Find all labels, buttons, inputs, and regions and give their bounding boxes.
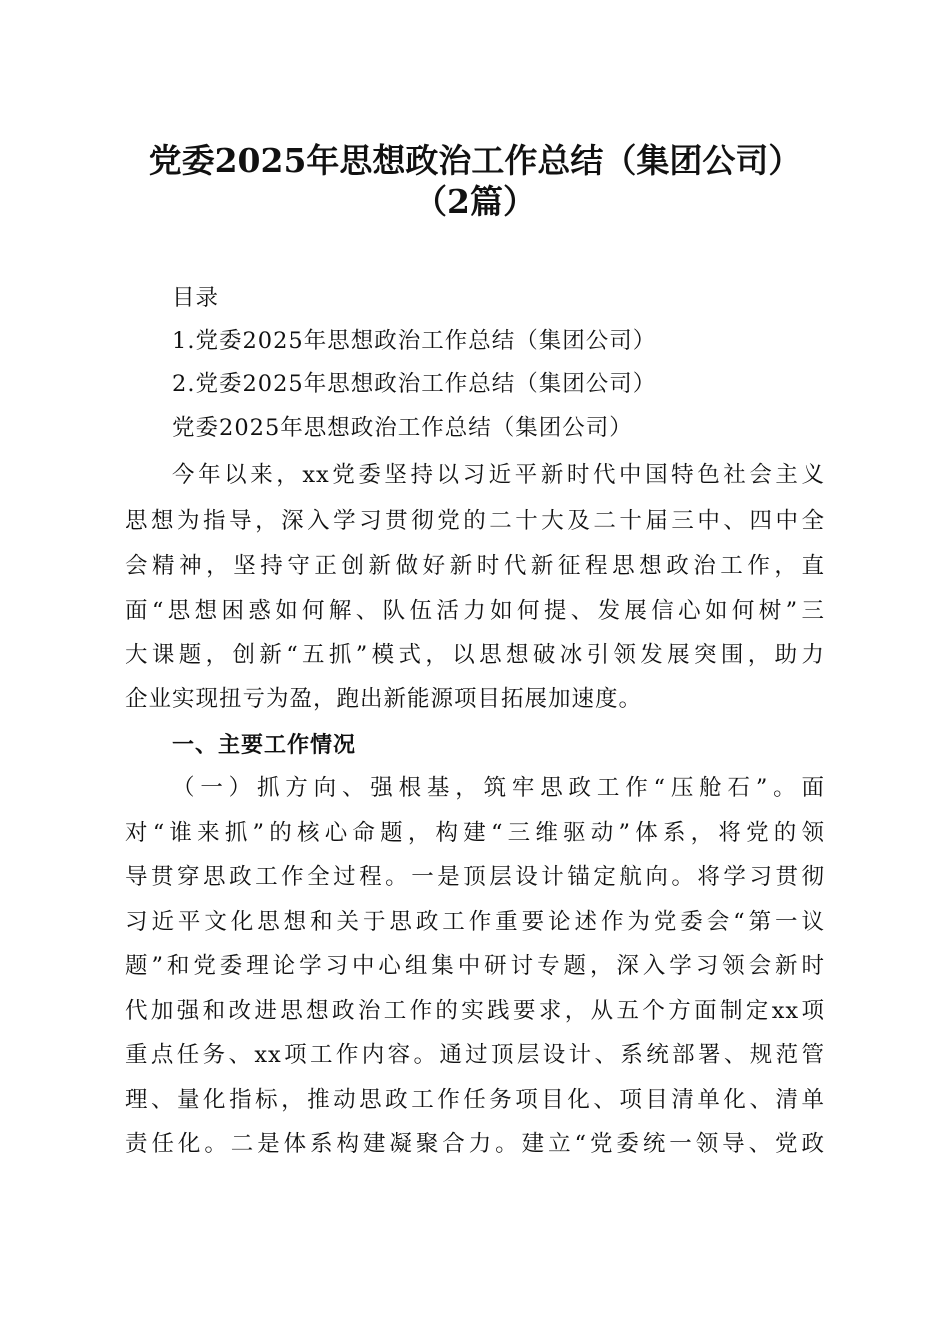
toc-label: 目录 (172, 285, 220, 311)
body-line: 代加强和改进思想政治工作的实践要求，从五个方面制定xx项 (125, 998, 825, 1024)
body-line: 责任化。二是体系构建凝聚合力。建立“党委统一领导、党政 (125, 1131, 825, 1157)
intro-line: 今年以来，xx党委坚持以习近平新时代中国特色社会主义 (172, 462, 825, 488)
toc-item-1: 1.党委2025年思想政治工作总结（集团公司） (172, 328, 657, 354)
body-line: 习近平文化思想和关于思政工作重要论述作为党委会“第一议 (125, 909, 825, 935)
body-line: 对“谁来抓”的核心命题，构建“三维驱动”体系，将党的领 (125, 820, 825, 846)
intro-line: 思想为指导，深入学习贯彻党的二十大及二十届三中、四中全 (125, 508, 825, 534)
section-heading: 一、主要工作情况 (172, 733, 357, 758)
body-line: 题”和党委理论学习中心组集中研讨专题，深入学习领会新时 (125, 953, 825, 979)
body-line: （一）抓方向、强根基，筑牢思政工作“压舱石”。面 (172, 775, 825, 801)
intro-line: 大课题，创新“五抓”模式，以思想破冰引领发展突围，助力 (125, 642, 825, 668)
intro-line: 会精神，坚持守正创新做好新时代新征程思想政治工作，直 (125, 553, 825, 579)
body-line: 重点任务、xx项工作内容。通过顶层设计、系统部署、规范管 (125, 1042, 825, 1068)
body-line: 理、量化指标，推动思政工作任务项目化、项目清单化、清单 (125, 1087, 825, 1113)
article-title: 党委2025年思想政治工作总结（集团公司） (172, 415, 633, 441)
body-line: 导贯穿思政工作全过程。一是顶层设计锚定航向。将学习贯彻 (125, 864, 825, 890)
document-title-subtitle: （2篇） (414, 182, 536, 221)
intro-line: 面“思想困惑如何解、队伍活力如何提、发展信心如何树”三 (125, 598, 825, 624)
intro-line: 企业实现扭亏为盈，跑出新能源项目拓展加速度。 (125, 686, 643, 712)
toc-item-2: 2.党委2025年思想政治工作总结（集团公司） (172, 371, 657, 397)
document-title: 党委2025年思想政治工作总结（集团公司） (148, 141, 802, 180)
